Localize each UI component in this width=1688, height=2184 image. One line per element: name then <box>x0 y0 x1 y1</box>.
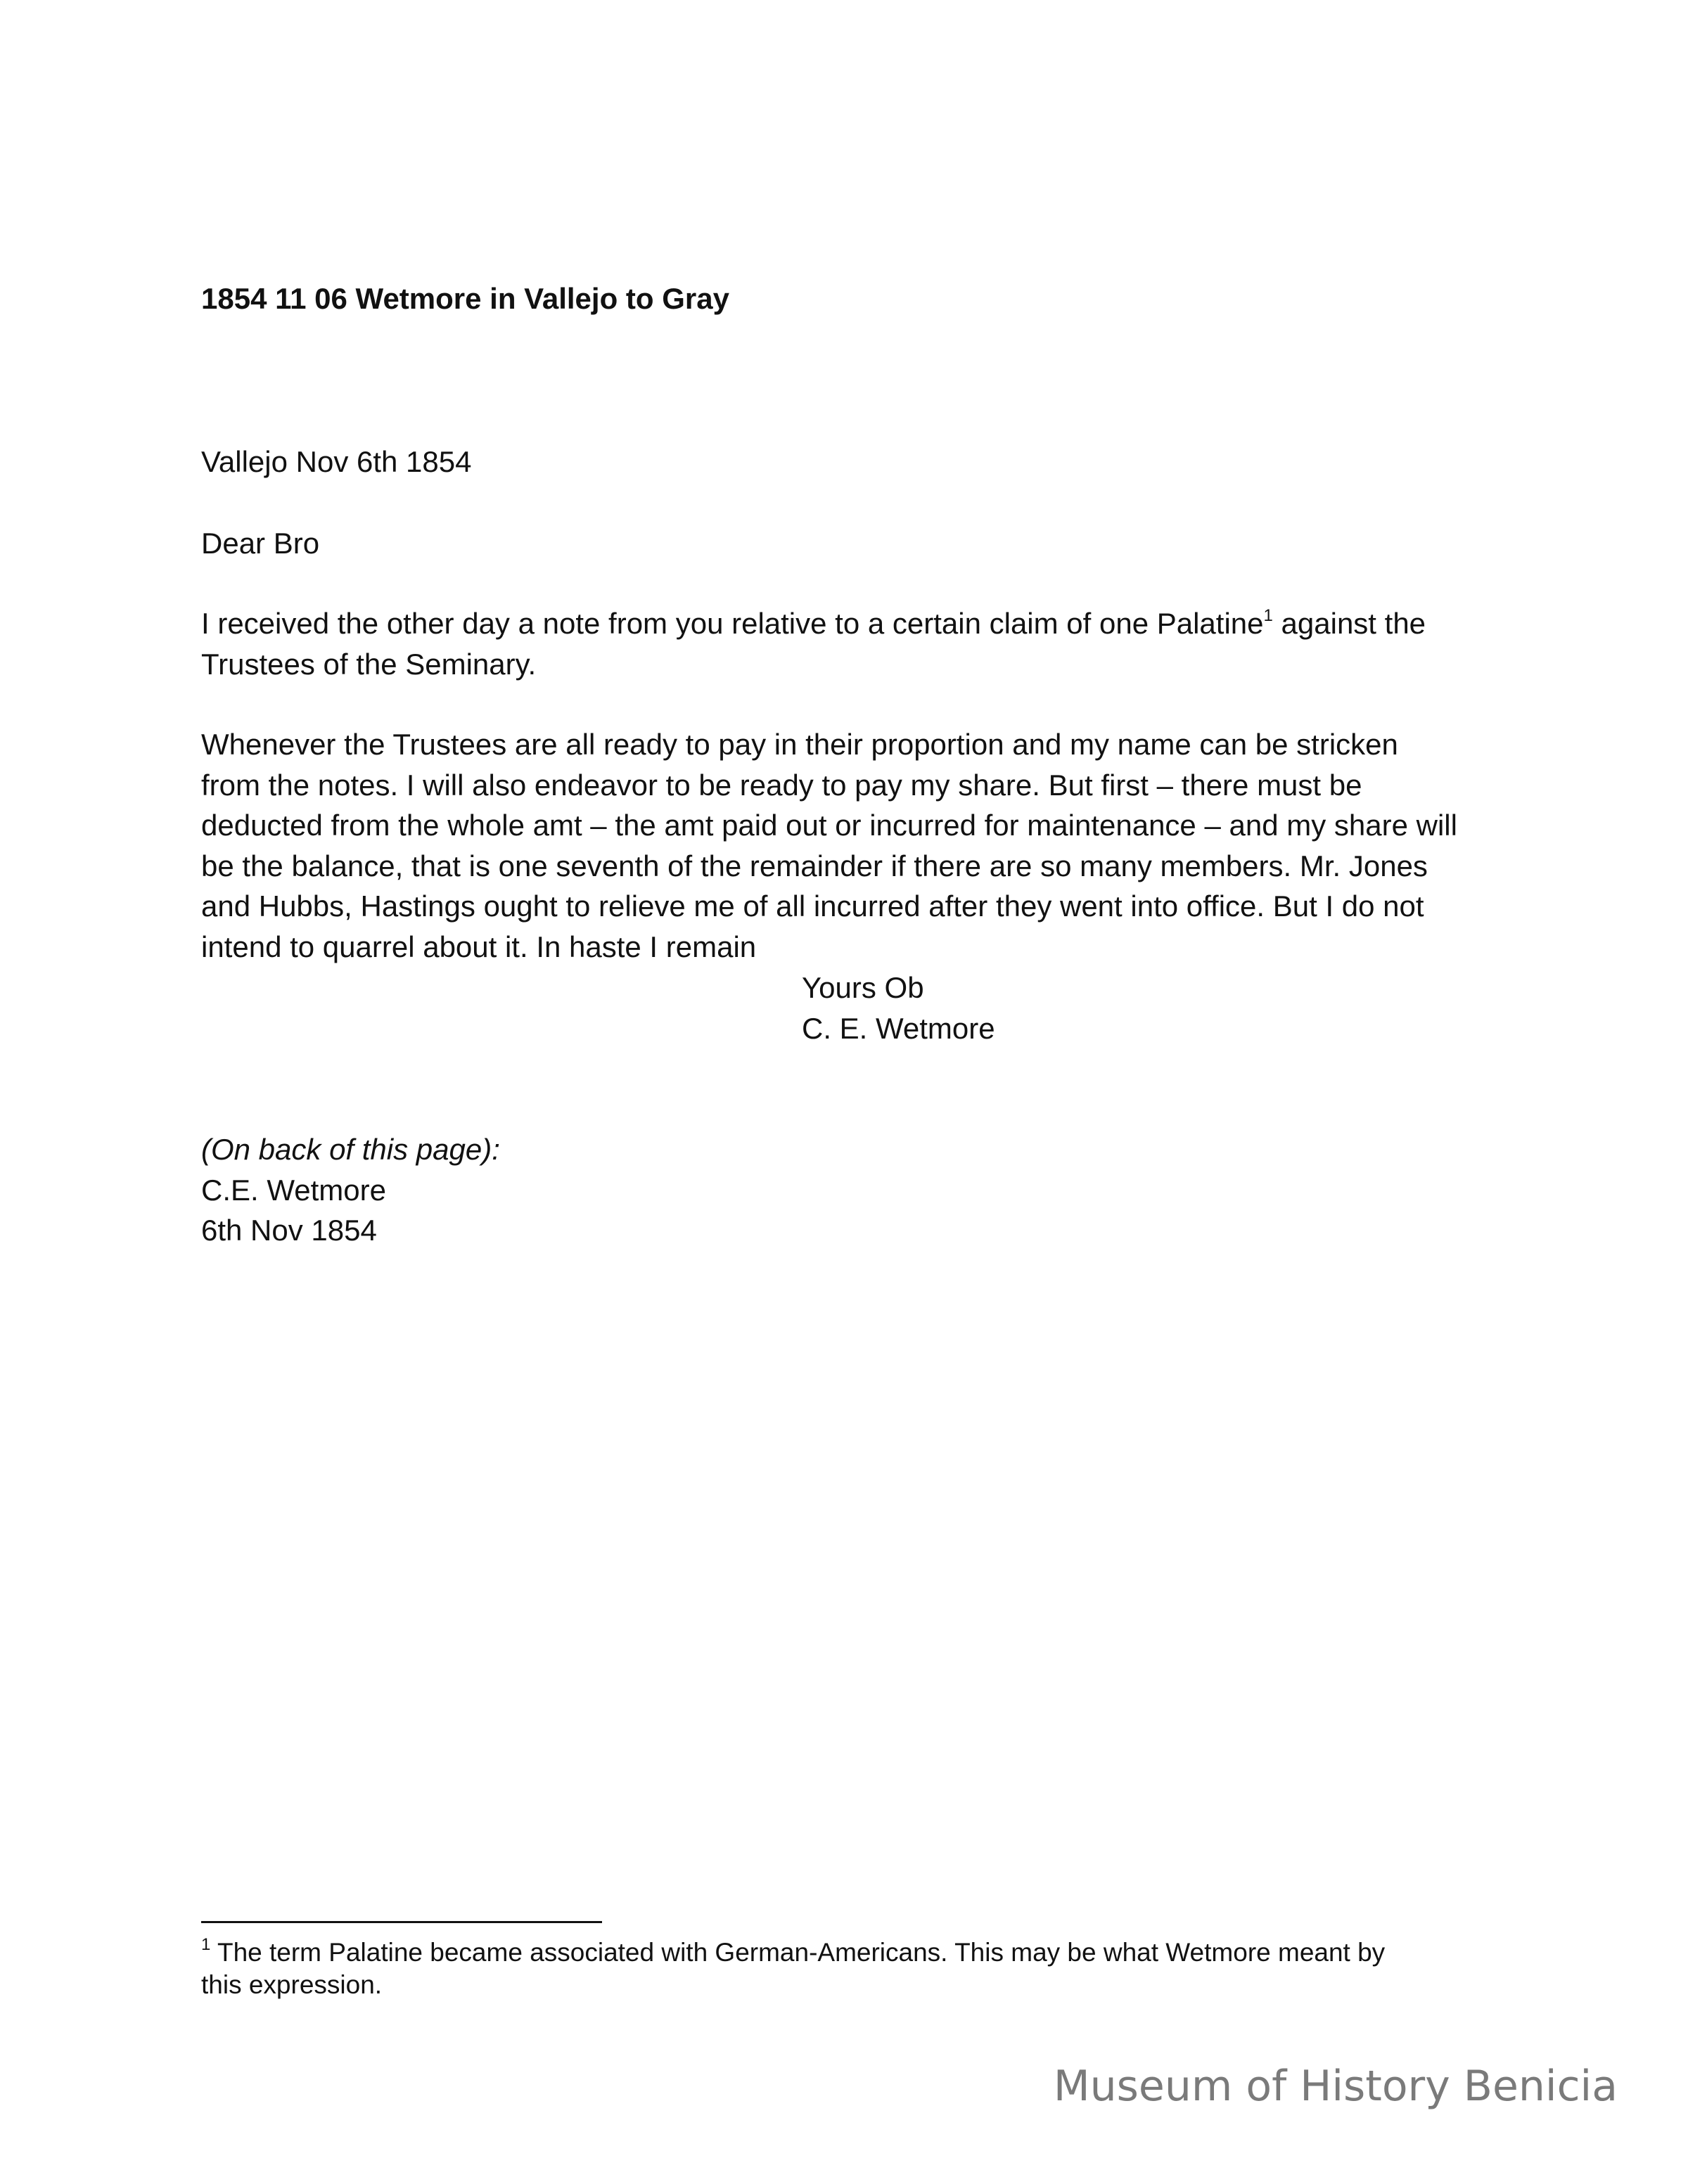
paragraph-2-line: deducted from the whole amt – the amt paid out or incurred for maintenance – and my share will <box>201 809 1457 842</box>
paragraph-2-line: from the notes. I will also endeavor to be ready to pay my share. But first – there must be <box>201 768 1362 802</box>
footnote-number: 1 <box>201 1935 211 1954</box>
back-note-label: (On back of this page): <box>201 1133 500 1166</box>
paragraph-1-text-before-ref: I received the other day a note from you relative to a certain claim of one Palatine <box>201 607 1264 640</box>
letter-paragraph-2 <box>201 724 1537 967</box>
paragraph-2-line: be the balance, that is one seventh of the remainder if there are so many members. Mr. Jones <box>201 849 1428 882</box>
letter-date-line: Vallejo Nov 6th 1854 <box>201 445 472 478</box>
back-of-page-note <box>201 1129 500 1251</box>
document-title: 1854 11 06 Wetmore in Vallejo to Gray <box>201 282 729 315</box>
letter-signature: C. E. Wetmore <box>802 1011 995 1045</box>
paragraph-2-line: and Hubbs, Hastings ought to relieve me of all incurred after they went into office. But I do not <box>201 889 1424 923</box>
paragraph-1-line-2: Trustees of the Seminary. <box>201 647 537 681</box>
paragraph-1-line-1 <box>201 603 1537 644</box>
footnote-separator <box>201 1921 602 1923</box>
footnote-line-2: this expression. <box>201 1970 383 1999</box>
paragraph-1-text-after-ref: against the <box>1272 607 1426 640</box>
footnote <box>201 1936 1537 2001</box>
letter-closing <box>802 968 995 1048</box>
museum-watermark: Museum of History Benicia <box>1053 2062 1618 2111</box>
footnote-text-1: The term Palatine became associated with German-Americans. This may be what Wetmore meant by <box>210 1938 1386 1967</box>
back-note-name: C.E. Wetmore <box>201 1173 386 1207</box>
back-note-date: 6th Nov 1854 <box>201 1214 377 1247</box>
letter-valediction: Yours Ob <box>802 971 924 1004</box>
letter-salutation: Dear Bro <box>201 527 320 560</box>
footnote-reference[interactable]: 1 <box>1263 606 1273 625</box>
letter-paragraph-1 <box>201 603 1537 684</box>
footnote-line-1 <box>201 1936 1537 1969</box>
paragraph-2-line: Whenever the Trustees are all ready to pay in their proportion and my name can be stricken <box>201 728 1398 761</box>
paragraph-2-line: intend to quarrel about it. In haste I remain <box>201 930 757 963</box>
